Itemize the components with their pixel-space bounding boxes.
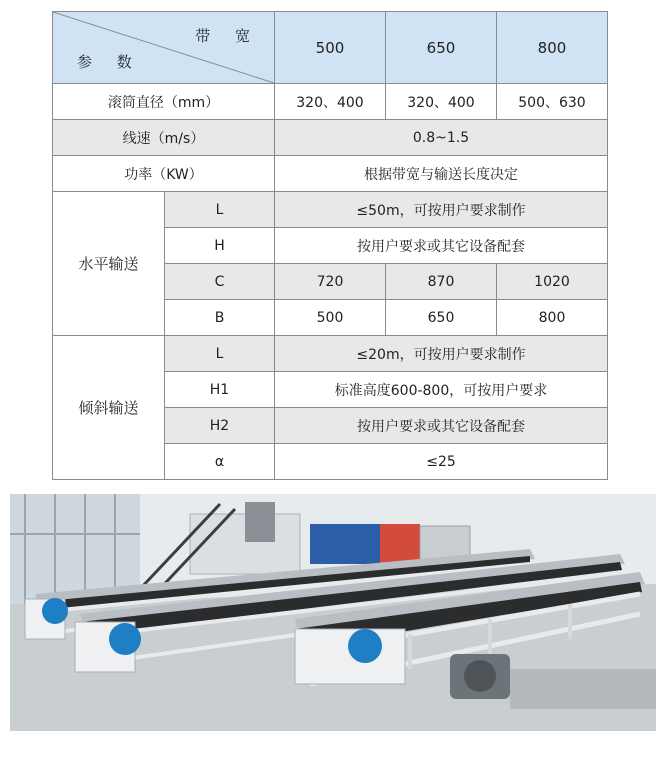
table-header-row [53, 12, 608, 84]
conveyor-illustration [10, 494, 656, 731]
drum-diameter-label: 滚筒直径（mm） [53, 84, 275, 120]
param-value: 1020 [497, 264, 608, 300]
drum-diameter-800: 500、630 [497, 84, 608, 120]
width-500: 500 [275, 12, 386, 84]
param-key: H1 [165, 372, 275, 408]
corner-top-label: 带 宽 [195, 27, 260, 45]
power-value: 根据带宽与输送长度决定 [275, 156, 608, 192]
header-corner-cell [53, 12, 275, 84]
param-key: α [165, 444, 275, 480]
param-value: ≤25 [275, 444, 608, 480]
param-key: H [165, 228, 275, 264]
param-value: 500 [275, 300, 386, 336]
param-value: 720 [275, 264, 386, 300]
param-value: 650 [386, 300, 497, 336]
drum-diameter-500: 320、400 [275, 84, 386, 120]
conveyor-photo [10, 494, 656, 731]
param-value: 870 [386, 264, 497, 300]
table-row [53, 192, 608, 228]
param-value: 标准高度600-800，可按用户要求 [275, 372, 608, 408]
param-value: ≤50m，可按用户要求制作 [275, 192, 608, 228]
param-key: C [165, 264, 275, 300]
param-value: 按用户要求或其它设备配套 [275, 228, 608, 264]
param-key: L [165, 192, 275, 228]
table-row [53, 336, 608, 372]
param-value: ≤20m，可按用户要求制作 [275, 336, 608, 372]
table-row [53, 120, 608, 156]
horizontal-group-label: 水平输送 [53, 192, 165, 336]
param-key: H2 [165, 408, 275, 444]
diagonal-line [53, 12, 274, 83]
inclined-group-label: 倾斜输送 [53, 336, 165, 480]
width-800: 800 [497, 12, 608, 84]
corner-bottom-label: 参 数 [77, 53, 142, 71]
width-650: 650 [386, 12, 497, 84]
param-value: 800 [497, 300, 608, 336]
spec-table [52, 11, 608, 480]
drum-diameter-650: 320、400 [386, 84, 497, 120]
param-key: B [165, 300, 275, 336]
line-speed-label: 线速（m/s） [53, 120, 275, 156]
param-value: 按用户要求或其它设备配套 [275, 408, 608, 444]
table-row [53, 156, 608, 192]
table-row [53, 84, 608, 120]
line-speed-value: 0.8~1.5 [275, 120, 608, 156]
power-label: 功率（KW） [53, 156, 275, 192]
param-key: L [165, 336, 275, 372]
